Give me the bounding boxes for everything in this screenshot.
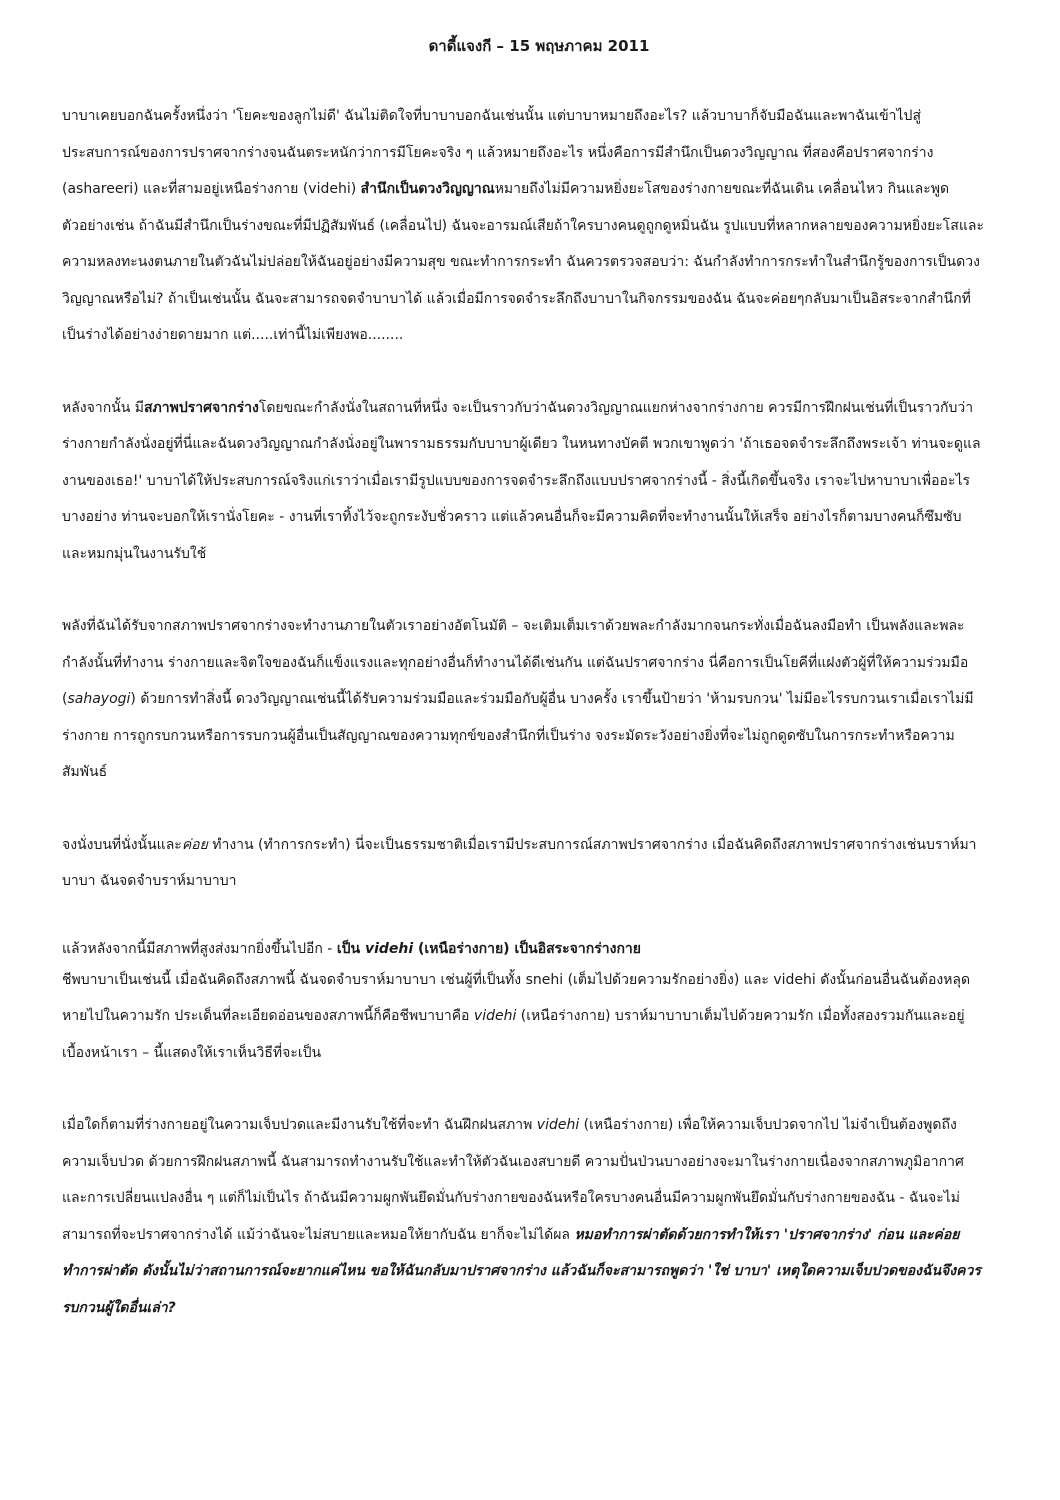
paragraph-5: [62, 962, 986, 1072]
paragraph-text: หลังจากนั้น มี: [62, 399, 145, 416]
bold-phrase: สำนึกเป็นดวงวิญญาณ: [360, 181, 495, 197]
paragraph-text: ) ด้วยการทำสิ่งนี้ ดวงวิญญาณเช่นนี้ได้รับความร่วมมือและร่วมมือกับผู้อื่น บางครั้ง เราขึ้นป้ายว่า 'ห้ามรบกวน' ไม่มีอะไรรบกวนเราเมื่อเราไม่มีร่างกาย การถูกรบกวนหรือการรบกวนผู้อื่นเป็นสัญญาณของความทุกข์ของสำนึกที่เป็นร่าง จงระมัดระวังอย่างยิ่งที่จะไม่ถูกดูดซับในการกระทำหรือความสัมพันธ์: [62, 691, 974, 780]
paragraph-4: [62, 827, 986, 900]
paragraph-text: จงนั่งบนที่นั่งนั้นและ: [62, 836, 182, 853]
paragraph-text: พลังที่ฉันได้รับจากสภาพปราศจากร่างจะทำงานภายในตัวเราอย่างอัตโนมัติ – จะเติมเต็มเราด้วยพละกำลังมากจนกระทั่งเมื่อฉันลงมือทำ เป็นพลังและพละกำลังนั้นที่ทำงาน ร่างกายและจิตใจของฉันก็แข็งแรงและทุกอย่างอื่นก็ทำงานได้ดีเช่นกัน แต่ฉันปราศจากร่าง นี่คือการเป็นโยคีที่แฝงตัวผู้ที่ให้ความร่วมมือ (: [62, 618, 969, 707]
paragraph-3: [62, 608, 986, 791]
italic-term: videhi: [473, 1008, 517, 1024]
paragraph-text: บาบาเคยบอกฉันครั้งหนึ่งว่า 'โยคะของลูกไม่ดี' ฉันไม่ติดใจที่บาบาบอกฉันเช่นนั้น แต่บาบาหมายถึงอะไร? แล้วบาบาก็จับมือฉันและพาฉันเข้าไปสู่ประสบการณ์ของการปราศจากร่างจนฉันตระหนักว่าการมีโยคะจริง ๆ แล้วหมายถึงอะไร หนึ่งคือการมีสำนึกเป็นดวงวิญญาณ ที่สองคือปราศจากร่าง (ashareeri) และที่สามอยู่เหนือร่างกาย (videhi): [62, 108, 934, 197]
paragraph-6: [62, 1107, 986, 1326]
heading-text: แล้วหลังจากนี้มีสภาพที่สูงส่งมากยิ่งขึ้นไปอีก -: [62, 940, 337, 957]
heading-bold: เป็น: [336, 940, 365, 957]
bold-italic-passage: หมอทำการผ่าตัดด้วยการทำให้เรา 'ปราศจากร่าง' ก่อน และค่อยทำการผ่าตัด ดังนั้นไม่ว่าสถานการณ์จะยากแค่ไหน ขอให้ฉันกลับมาปราศจากร่าง แล้วฉันก็จะสามารถพูดว่า 'ใช่ บาบา' เหตุใดความเจ็บปวดของฉันจึงควรรบกวนผู้ใดอื่นเล่า?: [62, 1226, 981, 1316]
paragraph-text: โดยขณะกำลังนั่งในสถานที่หนึ่ง จะเป็นราวกับว่าฉันดวงวิญญาณแยกห่างจากร่างกาย ควรมีการฝึกฝนเช่นที่เป็นราวกับว่าร่างกายกำลังนั่งอยู่ที่นี่และฉันดวงวิญญาณกำลังนั่งอยู่ในพารามธรรมกับบาบาผู้เดียว ในหนทางบัคตี พวกเขาพูดว่า 'ถ้าเธอจดจำระลึกถึงพระเจ้า ท่านจะดูแลงานของเธอ!' บาบาได้ให้ประสบการณ์จริงแก่เราว่าเมื่อเรามีรูปแบบของการจดจำระลึกถึงแบบปราศจากร่างนี้ - สิ่งนี้เกิดขึ้นจริง เราจะไปหาบาบาเพื่ออะไรบางอย่าง ท่านจะบอกให้เรานั่งโยคะ - งานที่เราทิ้งไว้จะถูกระงับชั่วคราว แต่แล้วคนอื่นก็จะมีความคิดที่จะทำงานนั้นให้เสร็จ อย่างไรก็ตามบางคนก็ซึมซับและหมกมุ่นในงานรับใช้: [62, 399, 981, 562]
section-heading: [62, 936, 986, 962]
paragraph-2: [62, 390, 986, 573]
italic-term: ค่อย: [181, 836, 208, 853]
heading-italic-term: videhi: [364, 940, 414, 957]
paragraph-text: เมื่อใดก็ตามที่ร่างกายอยู่ในความเจ็บปวดและมีงานรับใช้ที่จะทำ ฉันฝึกฝนสภาพ: [62, 1117, 537, 1133]
paragraph-text: (เหนือร่างกาย) เพื่อให้ความเจ็บปวดจากไป ไม่จำเป็นต้องพูดถึงความเจ็บปวด ด้วยการฝึกฝนสภาพนี้ ฉันสามารถทำงานรับใช้และทำให้ตัวฉันเองสบายดี ความปั่นป่วนบางอย่างจะมาในร่างกายเนื่องจากสภาพภูมิอากาศและการเปลี่ยนแปลงอื่น ๆ แต่ก็ไม่เป็นไร ถ้าฉันมีความผูกพันยึดมั่นกับร่างกายของฉันหรือใครบางคนอื่นมีความผูกพันยึดมั่นกับร่างกายของฉัน - ฉันจะไม่สามารถที่จะปราศจากร่างได้ แม้ว่าฉันจะไม่สบายและหมอให้ยากับฉัน ยาก็จะไม่ได้ผล: [62, 1117, 964, 1243]
paragraph-text: หมายถึงไม่มีความหยิ่งยะโสของร่างกายขณะที่ฉันเดิน เคลื่อนไหว กินและพูด ตัวอย่างเช่น ถ้าฉันมีสำนึกเป็นร่างขณะที่มีปฏิสัมพันธ์ (เคลื่อนไป) ฉันจะอารมณ์เสียถ้าใครบางคนดูถูกดูหมิ่นฉัน รูปแบบที่หลากหลายของความหยิ่งยะโสและความหลงทะนงตนภายในตัวฉันไม่ปล่อยให้ฉันอยู่อย่างมีความสุข ขณะทำการกระทำ ฉันควรตรวจสอบว่า: ฉันกำลังทำการกระทำในสำนึกรู้ของการเป็นดวงวิญญาณหรือไม่? ถ้าเป็นเช่นนั้น ฉันจะสามารถจดจำบาบาได้ แล้วเมื่อมีการจดจำระลึกถึงบาบาในกิจกรรมของฉัน ฉันจะค่อยๆกลับมาเป็นอิสระจากสำนึกที่เป็นร่างได้อย่างง่ายดายมาก แต่.....เท่านี้ไม่เพียงพอ........: [62, 181, 984, 343]
bold-phrase: สภาพปราศจากร่าง: [144, 399, 259, 416]
italic-term: videhi: [536, 1117, 580, 1133]
paragraph-text: ทำงาน (ทำการกระทำ) นี่จะเป็นธรรมชาติเมื่อเรามีประสบการณ์สภาพปราศจากร่าง เมื่อฉันคิดถึงสภาพปราศจากร่างเช่นบราห์มาบาบา ฉันจดจำบราห์มาบาบา: [62, 836, 977, 889]
paragraph-text: (เหนือร่างกาย) บราห์มาบาบาเต็มไปด้วยความรัก เมื่อทั้งสองรวมกันและอยู่เบื้องหน้าเรา – นี้แสดงให้เราเห็นวิธีที่จะเป็น: [62, 1008, 965, 1061]
paragraph-text: ชีพบาบาเป็นเช่นนี้ เมื่อฉันคิดถึงสภาพนี้ ฉันจดจำบราห์มาบาบา เช่นผู้ที่เป็นทั้ง snehi (เต็มไปด้วยความรักอย่างยิ่ง) และ videhi ดังนั้นก่อนอื่นฉันต้องหลุดหายไปในความรัก ประเด็นที่ละเอียดอ่อนของสภาพนี้ก็คือชีพบาบาคือ: [62, 971, 971, 1024]
italic-term: sahayogi: [67, 691, 131, 707]
heading-bold: (เหนือร่างกาย) เป็นอิสระจากร่างกาย: [413, 940, 641, 957]
paragraph-1: [62, 98, 986, 354]
page-title: ดาดี้แจงกี – 15 พฤษภาคม 2011: [428, 37, 650, 55]
